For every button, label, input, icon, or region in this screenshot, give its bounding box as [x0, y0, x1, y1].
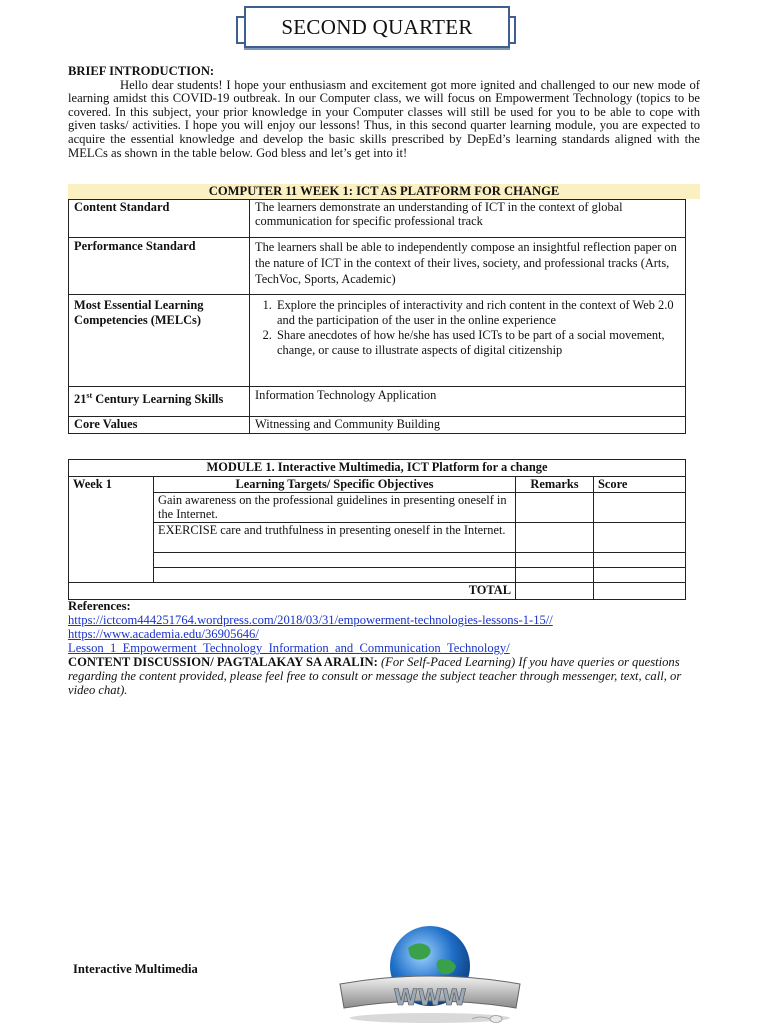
- www-logo-text: WWW: [393, 986, 467, 1011]
- table-row: [69, 476, 686, 493]
- list-item: 1. Explore the principles of interactivity and rich content in the context of Web 2.0 and the participation of the user in the online experience: [275, 298, 680, 328]
- col-learning-targets: Learning Targets/ Specific Objectives: [154, 476, 516, 493]
- table-row: [69, 417, 686, 434]
- col-score: Score: [594, 476, 686, 493]
- table-row: [69, 387, 686, 417]
- week-label: Week 1: [69, 476, 154, 583]
- core-values-label: Core Values: [69, 417, 250, 434]
- total-score-cell: [594, 583, 686, 600]
- reference-link-2b: Lesson_1_Empowerment_Technology_Information_and_Communication_Technology/: [68, 641, 510, 655]
- reference-link-2[interactable]: [68, 627, 700, 655]
- skills-value: Information Technology Application: [250, 387, 686, 417]
- intro-heading: BRIEF INTRODUCTION:: [68, 64, 215, 78]
- target-cell: [154, 553, 516, 568]
- table-row: [69, 295, 686, 387]
- table-row: [69, 460, 686, 477]
- table-row: [69, 200, 686, 238]
- performance-standard-value: The learners shall be able to independently compose an insightful reflection paper on the nature of ICT in the context of their lives, society, and professional tracks (Arts, TechVoc, Sports, Academic): [250, 238, 686, 295]
- week-title: COMPUTER 11 WEEK 1: ICT AS PLATFORM FOR CHANGE: [68, 184, 700, 199]
- score-cell: [594, 553, 686, 568]
- target-cell: EXERCISE care and truthfulness in presenting oneself in the Internet.: [154, 523, 516, 553]
- remarks-cell: [516, 553, 594, 568]
- score-cell: [594, 568, 686, 583]
- melc-list: [255, 298, 680, 358]
- total-remarks-cell: [516, 583, 594, 600]
- table-row: [69, 583, 686, 600]
- quarter-banner: [238, 2, 514, 50]
- content-discussion-heading: CONTENT DISCUSSION/ PAGTALAKAY SA ARALIN:: [68, 655, 378, 669]
- standards-table: [68, 199, 686, 434]
- col-remarks: Remarks: [516, 476, 594, 493]
- melc-value: [250, 295, 686, 387]
- globe-www-illustration: [330, 920, 530, 1024]
- globe-www-icon: [330, 920, 530, 1024]
- table-row: [69, 238, 686, 295]
- skills-label-sup: st: [86, 391, 93, 400]
- melc-label: Most Essential Learning Competencies (MELCs): [69, 295, 250, 387]
- brief-introduction: [68, 65, 700, 160]
- target-cell: Gain awareness on the professional guidelines in presenting oneself in the Internet.: [154, 493, 516, 523]
- performance-standard-label: Performance Standard: [69, 238, 250, 295]
- table-row: [69, 553, 686, 568]
- target-cell: [154, 568, 516, 583]
- banner-title: SECOND QUARTER: [244, 6, 510, 48]
- table-row: [69, 523, 686, 553]
- skills-label-pre: 21: [74, 392, 87, 407]
- remarks-cell: [516, 568, 594, 583]
- references-label: References:: [68, 599, 131, 613]
- content-discussion: [68, 655, 700, 697]
- references-section: [68, 599, 700, 697]
- content-standard-label: Content Standard: [69, 200, 250, 238]
- content-standard-value: The learners demonstrate an understanding of ICT in the context of global communication for specific professional track: [250, 200, 686, 238]
- module-title: MODULE 1. Interactive Multimedia, ICT Platform for a change: [69, 460, 686, 477]
- score-cell: [594, 523, 686, 553]
- list-item: 2. Share anecdotes of how he/she has used ICTs to be part of a social movement, change, or cause to illustrate aspects of digital citizenship: [275, 328, 680, 358]
- skills-label-post: Century Learning Skills: [92, 392, 224, 407]
- remarks-cell: [516, 493, 594, 523]
- module-table: [68, 459, 686, 600]
- table-row: [69, 568, 686, 583]
- intro-body: Hello dear students! I hope your enthusiasm and excitement got more ignited and challenged to our new mode of learning amidst this COVID-19 outbreak. In our Computer class, we will focus on Empowerment Technology (topics to be covered. In this subject, your prior knowledge in your Computer classes will still be used for you to be able to cope with given tasks/ activities. I hope you will enjoy our lessons! Thus, in this second quarter learning module, you are expected to acquire the essential knowledge and develop the basic skills prescribed by DepEd’s learning standards aligned with the MELCs as shown in the table below. God bless and let’s get into it!: [68, 77, 700, 160]
- content-discussion-note: (For Self-Paced Learning) If you have queries or questions regarding the content provided, please feel free to consult or message the subject teacher through messenger, text, call, or video chat).: [68, 655, 682, 697]
- table-row: [69, 493, 686, 523]
- footer-label: Interactive Multimedia: [73, 962, 198, 976]
- core-values-value: Witnessing and Community Building: [250, 417, 686, 434]
- remarks-cell: [516, 523, 594, 553]
- reference-link-2a: https://www.academia.edu/36905646/: [68, 627, 259, 641]
- score-cell: [594, 493, 686, 523]
- reference-link-1[interactable]: https://ictcom444251764.wordpress.com/2018/03/31/empowerment-technologies-lessons-1-15//: [68, 613, 553, 627]
- total-label: TOTAL: [69, 583, 516, 600]
- skills-label: [69, 387, 250, 417]
